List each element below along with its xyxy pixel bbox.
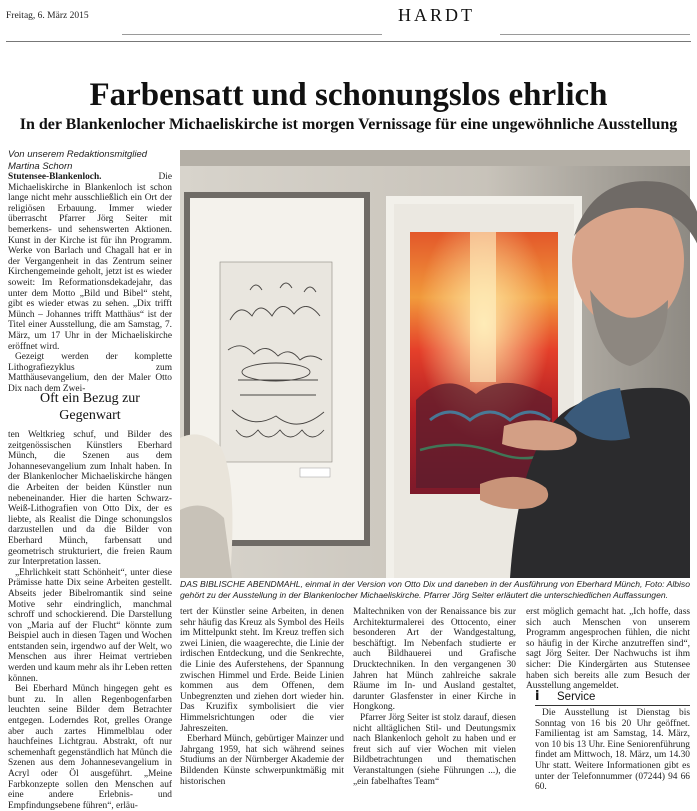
intermediate-heading: Oft ein Bezug zur Gegenwart xyxy=(40,391,140,423)
column-4 xyxy=(526,607,690,692)
page-header xyxy=(6,3,691,33)
service-text: Die Ausstellung ist Dienstag bis Sonntag von 16 bis 20 Uhr geöffnet. Familientag ist am Samstag, 14. März, von 10 bis 13 Uhr. Eine Seniorenführung findet am Mittwoch, 18. März, um 14.30 Uhr statt. Weitere Informationen gibt es unter der Telefonnummer (07244) 94 66 60. xyxy=(535,708,690,793)
byline xyxy=(8,149,147,173)
paragraph-2: Gezeigt werden der komplette Lithografiezyklus zum Matthäusevangelium, den der Maler Otto Dix nach dem Zwei- xyxy=(8,352,172,394)
article-headline: Farbensatt und schonungslos ehrlich xyxy=(89,77,608,113)
service-label: Service xyxy=(557,691,596,703)
caption-text: DAS BIBLISCHE ABENDMAHL, einmal in der Version von Otto Dix und daneben in der Ausführung von Eberhard Münch, gehört zu der Ausstellung in der Blankenlocher Michaeliskirche. Pfarrer Jörg Seiter erläutert die unterschiedlichen Auffassungen. xyxy=(180,579,669,600)
col3-paragraph-1: Maltechniken von der Renaissance bis zur Architekturmalerei des Ottocento, einer besonderen Art der Wandgestaltung, beschäftigt. Im Nebenfach studierte er auch Bildhauerei und Grafische Drucktechniken. In den vergangenen 30 Jahren hat Münch zahlreiche sakrale Räume im In- und Ausland gestaltet, darunter Glasfenster in einer Kirche in Hongkong. xyxy=(353,607,516,713)
dateline: Stutensee-Blankenloch. xyxy=(8,172,102,182)
col3-paragraph-2: Pfarrer Jörg Seiter ist stolz darauf, diesen nicht alltäglichen Stil- und Deutungsmix nach Blankenloch geholt zu haben und er freut sich auf vier Wochen mit vielen Bildbetrachtungen und thematischen Veranstaltungen (siehe Führungen ...), die „ein fabelhaftes Team“ xyxy=(353,712,516,787)
photo-caption xyxy=(180,579,690,600)
column-1-bottom xyxy=(8,430,172,811)
photo-illustration xyxy=(180,150,690,578)
header-rule-left xyxy=(122,34,382,35)
photo-credit: Foto: Albiso xyxy=(644,579,690,589)
article-photo xyxy=(180,150,690,578)
intro-paragraph xyxy=(8,172,172,352)
section-title: HARDT xyxy=(398,5,475,25)
info-icon: i xyxy=(535,689,540,704)
col2-paragraph-2: Eberhard Münch, gebürtiger Mainzer und Jahrgang 1959, hat sich während seines Studiums an der Nürnberger Akademie der Bildenden Künste schwerpunktmäßig mit historischen xyxy=(180,734,344,787)
intro-text: Die Michaeliskirche in Blankenloch ist schon lange nicht mehr ausschließlich ein Ort der religiösen Erbauung. Immer wieder überrascht Pfarrer Jörg Seiter mit bemerkens- und sehenswerten Aktionen. Kunst in der Kirche ist für ihn Programm. Werke von Barlach und Chagall hat er in der Vergangenheit in das Zentrum seiner Kirchengemeinde geholt, jetzt ist es wieder soweit: Im Reformationsdekadejahr, das unter dem Motto „Bild und Bibel“ steht, gibt es wieder etwas zu sehen. „Dix trifft Münch – Johannes trifft Matthäus“ ist der Titel einer Ausstellung, die am Samstag, 7. März, um 17 Uhr in der Michaeliskirche eröffnet wird. xyxy=(8,172,172,352)
issue-date: Freitag, 6. März 2015 xyxy=(6,11,89,21)
article-subheadline: In der Blankenlocher Michaeliskirche ist morgen Vernissage für eine ungewöhnliche Ausstellung xyxy=(19,116,678,133)
column-2 xyxy=(180,607,344,787)
header-rule-right xyxy=(500,34,690,35)
service-box-header xyxy=(535,690,690,704)
byline-intro: Von unserem Redaktionsmitglied xyxy=(8,149,148,160)
paragraph-4: Bei Eberhard Münch hingegen geht es bunt zu. In allen Regenbogenfarben leuchten seine Bilder dem Betrachter entgegen. Loderndes Rot, grelles Orange aber auch zartes Himmelblau oder hauchfeines Lichtgrau. Abstrakt, oft nur schemenhaft gegenständlich hat Münch die Szenen aus dem Johannesevangelium in Acryl oder Öl ausgeführt. „Meine Farbkonzepte sollen den Menschen auf eine andere Erlebnis- und Empfindungsebene führen“, erläu- xyxy=(8,684,172,811)
ceiling-edge xyxy=(180,150,690,166)
paragraph-3: „Ehrlichkeit statt Schönheit“, unter diese Prämisse hatte Dix seine Arbeiten gestellt. Abseits jeder Bibelromantik sind seine Motive sehr eindringlich, manchmal schroff und schockierend. Die Darstellung von „Maria auf der Flucht“ könnte zum Beispiel auch in diesen Tagen und Wochen entstanden sein, irgendwo auf der Welt, wo Menschen aus ihrer Heimat vertrieben werden und kaum mehr als ihr Leben retten können. xyxy=(8,567,172,684)
paragraph-2-continued: ten Weltkrieg schuf, und Bilder des zeitgenössischen Künstlers Eberhard Münch, die Szenen aus dem Johannesevangelium zum Inhalt haben. In der Blankenlocher Michaeliskirche hängen die Arbeiten der beiden Künstler nun nebeneinander. Hier die harten Schwarz-Weiß-Lithografien von Otto Dix, der es liebte, als Realist die Dinge schonungslos darzustellen und da die Bilder von Eberhard Münch, farbensatt und geometrisch strukturiert, die freien Raum zur Interpretation lassen. xyxy=(8,430,172,568)
column-1-top xyxy=(8,172,172,394)
header-divider xyxy=(6,41,691,42)
col4-paragraph-1: erst möglich gemacht hat. „Ich hoffe, dass sich auch Menschen von unserem Programm angesprochen fühlen, die nicht so häufig in der Kirche anzutreffen sind“, sagt Jörg Seiter. Der Nachwuchs ist ihm sicher: Die Kindergärten aus Stutensee haben sich bereits alle zum Besuch der Ausstellung angemeldet. xyxy=(526,607,690,692)
service-divider xyxy=(535,705,690,706)
column-3 xyxy=(353,607,516,787)
byline-author: Martina Schorn xyxy=(8,161,73,172)
col2-paragraph-1: tert der Künstler seine Arbeiten, in denen sehr häufig das Kreuz als Symbol des Heils im Mittelpunkt steht. Im Kreuz treffen sich zwei Linien, die waagerechte, die Linie der irdischen Entdeckung, und die Senkrechte, die Linie des Auferstehens, der Spannung zwischen Himmel und Erde. Beide Linien kommen aus dem Offenen, dem Unbegrenzten und ziehen dort wieder hin. Das Kruzifix symbolisiert die vier Himmelsrichtungen oder die vier Jahreszeiten. xyxy=(180,607,344,734)
